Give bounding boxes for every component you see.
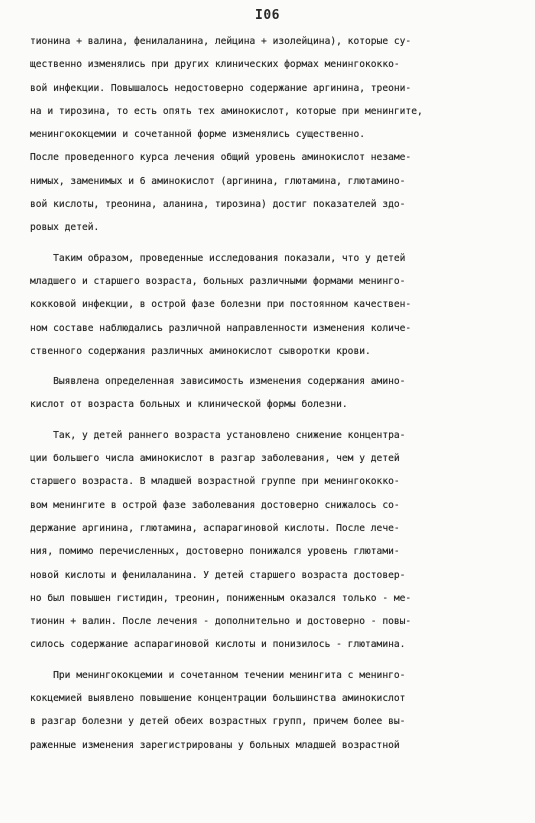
text-line: старшего возраста. В младшей возрастной группе при менингококко-	[30, 476, 400, 488]
text-line: в разгар болезни у детей обеих возрастных групп, причем более вы-	[30, 716, 406, 728]
text-line: на и тирозина, то есть опять тех аминокислот, которые при менингите,	[30, 105, 423, 117]
text-line: новой кислоты и фенилаланина. У детей старшего возраста достовер-	[30, 569, 406, 581]
paragraph-first-line: Выявлена определенная зависимость изменения содержания амино-	[30, 376, 406, 388]
text-line: кокцемией выявлено повышение концентрации большинства аминокислот	[30, 693, 406, 705]
text-line: щественно изменялись при других клинических формах менингококко-	[30, 59, 400, 71]
text-line: вой инфекции. Повышалось недостоверно содержание аргинина, треони-	[30, 82, 412, 94]
text-line: кокковой инфекции, в острой фазе болезни при постоянном качествен-	[30, 299, 412, 311]
text-line: тионин + валин. После лечения - дополнительно и достоверно - повы-	[30, 616, 412, 628]
text-line: вой кислоты, треонина, аланина, тирозина) достиг показателей здо-	[30, 199, 406, 211]
page-number: I06	[255, 8, 280, 23]
text-line: нимых, заменимых и 6 аминокислот (аргинина, глютамина, глютамино-	[30, 175, 406, 187]
text-line: менингококцемии и сочетанной форме изменялись существенно.	[30, 129, 366, 141]
text-line: кислот от возраста больных и клинической формы болезни.	[30, 399, 348, 411]
text-line: ственного содержания различных аминокислот сыворотки крови.	[30, 345, 371, 357]
text-line: раженные изменения зарегистрированы у больных младшей возрастной	[30, 739, 400, 751]
text-line: тионина + валина, фенилаланина, лейцина + изолейцина), которые су-	[30, 36, 412, 47]
text-line: держание аргинина, глютамина, аспарагиновой кислоты. После лече-	[30, 522, 400, 534]
text-line: ровых детей.	[30, 222, 100, 234]
paragraph-first-line: Таким образом, проведенные исследования показали, что у детей	[30, 252, 406, 264]
paragraph-first-line: Так, у детей раннего возраста установлено снижение концентра-	[30, 429, 406, 441]
paragraph-first-line: При менингококцемии и сочетанном течении менингита с менинго-	[30, 669, 406, 681]
text-line: вом менингите в острой фазе заболевания достоверно снижалось со-	[30, 499, 400, 511]
text-line: но был повышен гистидин, треонин, пониженным оказался только - ме-	[30, 592, 412, 604]
text-line: силось содержание аспарагиновой кислоты и понизилось - глютамина.	[30, 639, 406, 651]
text-line: ния, помимо перечисленных, достоверно понижался уровень глютами-	[30, 546, 400, 558]
text-line: ции большего числа аминокислот в разгар заболевания, чем у детей	[30, 453, 400, 465]
text-line: ном составе наблюдались различной направленности изменения количе-	[30, 322, 412, 334]
body-text	[30, 30, 510, 757]
text-line: После проведенного курса лечения общий уровень аминокислот незаме-	[30, 152, 412, 164]
text-line: младшего и старшего возраста, больных различными формами менинго-	[30, 275, 406, 287]
